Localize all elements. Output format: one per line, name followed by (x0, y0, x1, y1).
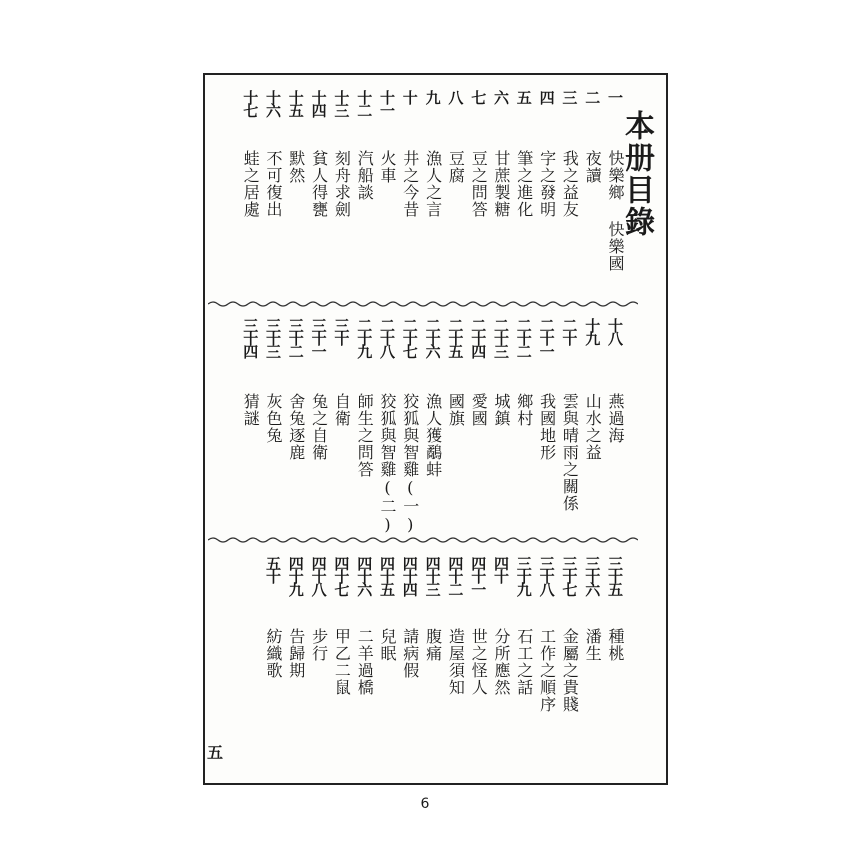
lesson-number: 四十五 (378, 556, 396, 595)
lesson-title: 告歸期 (286, 628, 306, 679)
lesson-title: 兔之自衛 (309, 393, 329, 461)
lesson-title: 工作之順序 (537, 628, 557, 713)
toc-entry (376, 318, 398, 357)
toc-entry (422, 90, 444, 103)
lesson-title: 雲與晴雨之關係 (560, 393, 580, 512)
toc-entry (581, 556, 603, 595)
toc-entry (353, 90, 375, 116)
lesson-number: 四 (537, 90, 556, 103)
lesson-number: 二 (583, 90, 602, 103)
lesson-number: 五 (514, 90, 533, 103)
toc-entry (239, 90, 261, 116)
lesson-number: 三十 (332, 318, 351, 344)
lesson-number: 二十五 (446, 318, 465, 357)
toc-entry (513, 556, 535, 595)
lesson-number: 六 (492, 90, 510, 103)
toc-entry (604, 90, 626, 103)
toc-entry (239, 318, 261, 357)
lesson-title: 快樂鄉 快樂國 (606, 150, 625, 272)
lesson-number: 十 (400, 90, 419, 103)
lesson-number: 五十 (264, 556, 282, 582)
lesson-number: 三十七 (560, 556, 579, 595)
lesson-number: 一 (606, 90, 624, 103)
lesson-title: 鄉村 (514, 393, 534, 427)
toc-entry (262, 556, 284, 582)
lesson-title: 默然 (286, 150, 306, 184)
lesson-title: 夜讀 (583, 150, 603, 184)
lesson-title: 步行 (309, 628, 329, 662)
lesson-title: 潘生 (583, 628, 603, 662)
lesson-number: 四十四 (400, 556, 419, 595)
toc-entry (285, 90, 307, 116)
lesson-title: 國旗 (446, 393, 466, 427)
toc-entry (399, 556, 421, 595)
lesson-number: 三十四 (241, 318, 260, 357)
lesson-number: 三十六 (583, 556, 602, 595)
section-divider (208, 300, 638, 308)
lesson-number: 十五 (286, 90, 305, 116)
toc-entry (399, 318, 421, 357)
toc-entry (467, 318, 489, 357)
toc-entry (558, 318, 580, 344)
lesson-number: 二十六 (423, 318, 442, 357)
toc-entry (536, 318, 558, 357)
toc-entry (581, 90, 603, 103)
toc-entry (444, 556, 466, 595)
lesson-number: 三十二 (286, 318, 305, 357)
lesson-title: 漁人獲鷸蚌 (423, 393, 443, 478)
lesson-number: 十三 (332, 90, 351, 116)
lesson-title: 師生之問答 (355, 393, 375, 478)
toc-entry (490, 318, 512, 357)
lesson-title: 蛙之居處 (241, 150, 261, 218)
lesson-number: 二十一 (537, 318, 556, 357)
lesson-title: 豆腐 (446, 150, 466, 184)
lesson-title: 自衛 (332, 393, 352, 427)
toc-entry (558, 556, 580, 595)
lesson-number: 四十一 (469, 556, 488, 595)
lesson-title: 甲乙二鼠 (332, 628, 352, 696)
toc-entry (262, 90, 284, 116)
lesson-number: 九 (423, 90, 442, 103)
toc-entry (490, 90, 512, 103)
toc-entry (330, 318, 352, 344)
lesson-title: 紡織歌 (264, 628, 283, 679)
lesson-number: 十四 (309, 90, 328, 116)
lesson-number: 二十三 (492, 318, 510, 357)
lesson-title: 火車 (378, 150, 397, 184)
lesson-number: 三十一 (309, 318, 328, 357)
lesson-title: 我國地形 (537, 393, 557, 461)
toc-entry (262, 318, 284, 357)
lesson-title: 二羊過橋 (355, 628, 375, 696)
lesson-title: 貧人得甕 (309, 150, 329, 218)
lesson-title: 世之怪人 (469, 628, 489, 696)
toc-entry (399, 90, 421, 103)
lesson-title: 愛國 (469, 393, 489, 427)
toc-entry (444, 90, 466, 103)
toc-entry (285, 556, 307, 595)
lesson-title: 筆之進化 (514, 150, 534, 218)
lesson-title: 狡狐與智雞(二) (378, 393, 397, 535)
page-title: 本册目錄 (619, 110, 654, 238)
toc-entry (581, 318, 603, 344)
lesson-number: 四十七 (332, 556, 351, 595)
toc-entry (308, 318, 330, 357)
toc-entry (604, 318, 626, 344)
toc-entry (422, 556, 444, 595)
lesson-number: 三十九 (514, 556, 533, 595)
page-mark: 五 (207, 743, 224, 762)
toc-entry (285, 318, 307, 357)
lesson-title: 豆之問答 (469, 150, 489, 218)
lesson-title: 不可復出 (264, 150, 283, 218)
lesson-number: 八 (446, 90, 465, 103)
toc-entry (467, 90, 489, 103)
lesson-title: 山水之益 (583, 393, 603, 461)
toc-entry (330, 90, 352, 116)
toc-entry (467, 556, 489, 595)
lesson-title: 金屬之貴賤 (560, 628, 580, 713)
toc-entry (422, 318, 444, 357)
toc-entry (513, 318, 535, 357)
lesson-number: 四十三 (423, 556, 442, 595)
lesson-title: 兒眠 (378, 628, 397, 662)
lesson-title: 腹痛 (423, 628, 443, 662)
page-number: 6 (420, 796, 430, 812)
toc-entry (330, 556, 352, 595)
lesson-title: 我之益友 (560, 150, 580, 218)
lesson-title: 字之發明 (537, 150, 557, 218)
lesson-title: 猜謎 (241, 393, 261, 427)
toc-entry (490, 556, 512, 582)
lesson-title: 造屋須知 (446, 628, 466, 696)
toc-entry (353, 318, 375, 357)
toc-entry (376, 556, 398, 595)
lesson-title: 甘蔗製糖 (492, 150, 511, 218)
lesson-title: 刻舟求劍 (332, 150, 352, 218)
lesson-title: 燕過海 (606, 393, 625, 444)
lesson-title: 城鎮 (492, 393, 511, 427)
section-divider (208, 536, 638, 544)
lesson-title: 種桃 (606, 628, 625, 662)
toc-entry (444, 318, 466, 357)
lesson-title: 灰色兔 (264, 393, 283, 444)
toc-entry (536, 556, 558, 595)
lesson-number: 二十二 (514, 318, 533, 357)
lesson-number: 三 (560, 90, 579, 103)
lesson-title: 漁人之言 (423, 150, 443, 218)
lesson-number: 十七 (241, 90, 260, 116)
lesson-number: 二十四 (469, 318, 488, 357)
lesson-title: 狡狐與智雞(一) (400, 393, 420, 535)
toc-entry (376, 90, 398, 116)
toc-entry (308, 556, 330, 595)
lesson-number: 十二 (355, 90, 374, 116)
lesson-title: 井之今昔 (400, 150, 420, 218)
lesson-number: 二十九 (355, 318, 374, 357)
lesson-number: 四十八 (309, 556, 328, 595)
lesson-number: 十九 (583, 318, 602, 344)
lesson-number: 二十七 (400, 318, 419, 357)
lesson-number: 十八 (606, 318, 624, 344)
lesson-number: 四十二 (446, 556, 465, 595)
lesson-title: 請病假 (400, 628, 420, 679)
toc-entry (513, 90, 535, 103)
toc-entry (536, 90, 558, 103)
lesson-title: 汽船談 (355, 150, 375, 201)
lesson-number: 四十六 (355, 556, 374, 595)
lesson-number: 四十九 (286, 556, 305, 595)
lesson-number: 三十五 (606, 556, 624, 595)
lesson-number: 十六 (264, 90, 282, 116)
toc-entry (604, 556, 626, 595)
lesson-number: 十一 (378, 90, 396, 116)
lesson-number: 二十八 (378, 318, 396, 357)
lesson-number: 四十 (492, 556, 510, 582)
lesson-number: 三十八 (537, 556, 556, 595)
lesson-title: 石工之話 (514, 628, 534, 696)
lesson-number: 三十三 (264, 318, 282, 357)
lesson-number: 七 (469, 90, 488, 103)
lesson-number: 二十 (560, 318, 579, 344)
toc-entry (558, 90, 580, 103)
toc-entry (308, 90, 330, 116)
toc-entry (353, 556, 375, 595)
lesson-title: 分所應然 (492, 628, 511, 696)
lesson-title: 舍兔逐鹿 (286, 393, 306, 461)
